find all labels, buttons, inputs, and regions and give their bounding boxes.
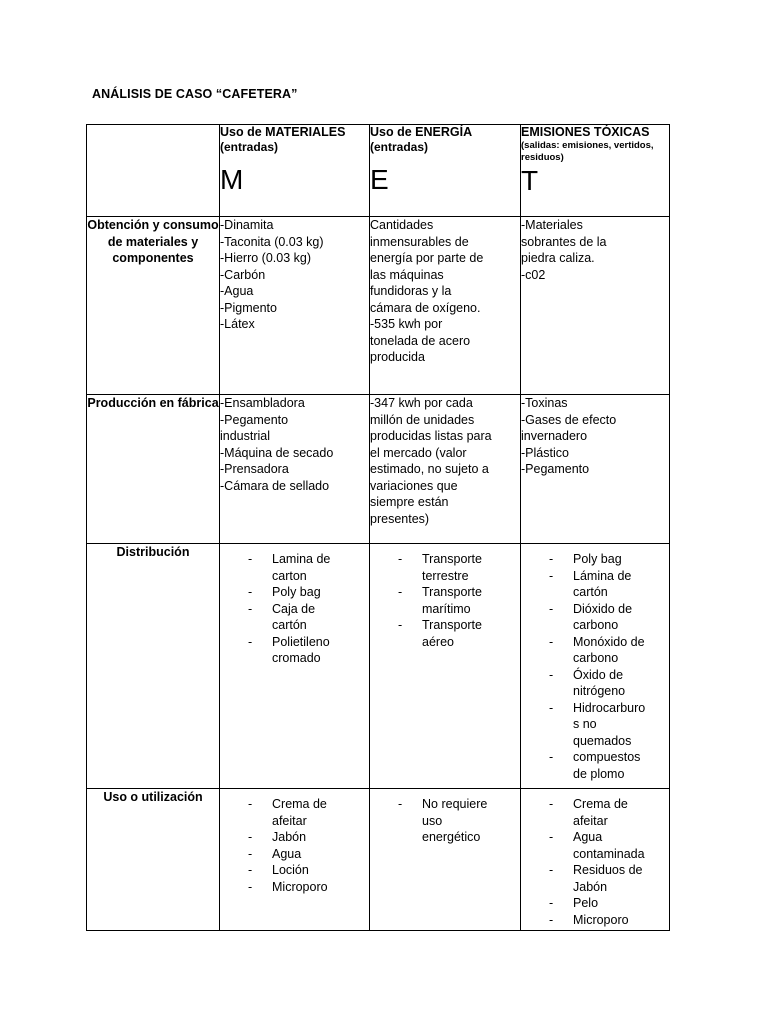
dash-bullet: -: [549, 830, 554, 844]
dash-bullet: -: [248, 863, 253, 877]
list-item: [220, 829, 365, 846]
list-item: [220, 584, 365, 601]
cell-line: cámara de oxígeno.: [370, 300, 481, 315]
header-subtitle: (entradas): [370, 140, 429, 154]
cell-line: -c02: [521, 267, 546, 282]
list-item-line: Crema de: [573, 797, 628, 811]
dash-bullet: -: [549, 797, 554, 811]
dash-bullet: -: [549, 601, 554, 616]
header-title: EMISIONES TÓXICAS: [521, 125, 650, 139]
cell-line: -Toxinas: [521, 396, 568, 410]
list-item-line: Lamina de: [272, 552, 331, 566]
cell-line: energía por parte de: [370, 251, 484, 265]
cell-line: variaciones que: [370, 478, 458, 493]
header-note: (salidas: emisiones, vertidos, residuos): [521, 140, 654, 163]
dash-bullet: -: [248, 830, 253, 844]
header-letter: E: [370, 164, 389, 195]
list-item: [521, 700, 665, 750]
cell-line: millón de unidades: [370, 412, 475, 427]
list-item: [521, 551, 665, 568]
list-item-line: Microporo: [272, 879, 328, 894]
cell-line: piedra caliza.: [521, 251, 595, 265]
dash-bullet: -: [248, 634, 253, 649]
cell-line: -Taconita (0.03 kg): [220, 234, 324, 249]
cell-line: estimado, no sujeto a: [370, 462, 489, 476]
materials-cell: [220, 217, 370, 395]
list-item-line: Crema de: [272, 797, 327, 811]
list-item-line: Transporte: [422, 552, 482, 566]
dash-bullet: -: [549, 863, 554, 877]
header-title: Uso de MATERIALES: [220, 125, 346, 139]
list-item-line: Polietileno: [272, 634, 330, 649]
dash-bullet: -: [549, 912, 554, 927]
list-item: [370, 584, 516, 617]
list-item-line: contaminada: [573, 846, 645, 861]
list-item-line: aéreo: [422, 634, 454, 649]
list-item-line: afeitar: [573, 813, 608, 828]
list-item-line: de plomo: [573, 766, 625, 781]
list-item: [521, 634, 665, 667]
list-item-line: Agua: [272, 846, 302, 861]
corner-cell: [87, 125, 220, 217]
list-item: [370, 551, 516, 584]
cell-line: tonelada de acero: [370, 333, 471, 348]
cell-line: -Ensambladora: [220, 396, 305, 410]
list-item-line: Lámina de: [573, 568, 632, 583]
dash-bullet: -: [398, 585, 403, 599]
cell-line: -Gases de efecto: [521, 412, 617, 427]
dash-bullet: -: [398, 618, 403, 632]
list-item-line: cartón: [272, 618, 307, 632]
table-row: [87, 789, 670, 931]
list-item-line: Poly bag: [573, 552, 622, 566]
header-title: Uso de ENERGÍA: [370, 125, 473, 139]
list-item: [521, 568, 665, 601]
list-item: [370, 617, 516, 650]
cell-line: presentes): [370, 511, 430, 526]
list-item-line: Agua: [573, 830, 603, 844]
list-item-line: carbono: [573, 651, 619, 665]
dash-bullet: -: [549, 667, 554, 682]
list-item: [521, 601, 665, 634]
header-letter: M: [220, 164, 244, 195]
cell-line: industrial: [220, 429, 271, 443]
cell-line: el mercado (valor: [370, 445, 467, 460]
emissions-cell: [521, 544, 670, 789]
energy-cell: [370, 395, 521, 544]
list-item: [220, 796, 365, 829]
energy-cell: [370, 789, 521, 931]
dash-bullet: -: [248, 601, 253, 616]
cell-line: -Máquina de secado: [220, 445, 334, 460]
dash-bullet: -: [549, 568, 554, 583]
stage-label: Distribución: [87, 544, 220, 789]
list-item: [521, 862, 665, 895]
list-item-line: Loción: [272, 863, 309, 877]
table-row: [87, 544, 670, 789]
cell-line: producida: [370, 350, 425, 364]
list-item-line: afeitar: [272, 813, 307, 828]
cell-line: -Plástico: [521, 445, 569, 460]
cell-line: -Látex: [220, 317, 255, 331]
cell-line: -Prensadora: [220, 462, 289, 476]
dash-bullet: -: [248, 879, 253, 894]
dash-bullet: -: [549, 896, 554, 910]
list-item-line: carbono: [573, 618, 619, 632]
header-energy: [370, 125, 521, 217]
cell-line: siempre están: [370, 495, 449, 509]
list-item: [220, 846, 365, 863]
cell-line: inmensurables de: [370, 234, 469, 249]
cell-line: -Pegamento: [220, 412, 289, 427]
list-item-line: Transporte: [422, 618, 482, 632]
cell-line: -Carbón: [220, 267, 266, 282]
list-item-line: nitrógeno: [573, 684, 626, 698]
list-item-line: Residuos de: [573, 863, 643, 877]
list-item-line: marítimo: [422, 601, 471, 616]
header-letter: T: [521, 165, 539, 196]
list-item-line: quemados: [573, 733, 632, 748]
stage-label: Uso o utilización: [87, 789, 220, 931]
list-item-line: Transporte: [422, 585, 482, 599]
dash-bullet: -: [549, 700, 554, 715]
list-item: [521, 895, 665, 912]
cell-line: Cantidades: [370, 218, 434, 232]
dash-bullet: -: [248, 846, 253, 861]
header-materials: [220, 125, 370, 217]
dash-bullet: -: [549, 634, 554, 649]
cell-line: -Agua: [220, 284, 254, 298]
emissions-cell: [521, 789, 670, 931]
table-row: [87, 395, 670, 544]
list-item-line: Microporo: [573, 912, 629, 927]
materials-cell: [220, 544, 370, 789]
cell-line: -Pegamento: [521, 462, 590, 476]
list-item: [370, 796, 516, 846]
list-item: [220, 551, 365, 584]
cell-line: invernadero: [521, 429, 588, 443]
table-row: [87, 217, 670, 395]
dash-bullet: -: [398, 797, 403, 811]
list-item-line: cromado: [272, 651, 321, 665]
stage-label: Obtención y consumo de materiales y componentes: [87, 217, 220, 395]
cell-line: -Pigmento: [220, 300, 277, 315]
list-item-line: s no: [573, 717, 597, 731]
list-item-line: Poly bag: [272, 585, 321, 599]
cell-line: -Hierro (0.03 kg): [220, 251, 311, 265]
energy-cell: [370, 217, 521, 395]
cell-line: sobrantes de la: [521, 234, 607, 249]
dash-bullet: -: [248, 585, 253, 599]
list-item-line: uso: [422, 813, 443, 828]
list-item-line: terrestre: [422, 568, 469, 583]
cell-line: -535 kwh por: [370, 317, 443, 331]
list-item: [220, 634, 365, 667]
dash-bullet: -: [398, 552, 403, 566]
list-item: [220, 879, 365, 896]
materials-cell: [220, 395, 370, 544]
list-item: [521, 667, 665, 700]
document-title: ANÁLISIS DE CASO “CAFETERA”: [92, 87, 298, 101]
dash-bullet: -: [248, 797, 253, 811]
header-subtitle: (entradas): [220, 140, 279, 154]
list-item-line: Óxido de: [573, 667, 624, 682]
cell-line: -347 kwh por cada: [370, 396, 473, 410]
list-item-line: Jabón: [272, 830, 307, 844]
emissions-cell: [521, 217, 670, 395]
list-item-line: cartón: [573, 585, 608, 599]
dash-bullet: -: [248, 552, 253, 566]
header-emissions: [521, 125, 670, 217]
list-item-line: Hidrocarburo: [573, 700, 646, 715]
cell-line: las máquinas: [370, 267, 444, 282]
energy-cell: [370, 544, 521, 789]
list-item: [521, 796, 665, 829]
list-item-line: No requiere: [422, 797, 488, 811]
dash-bullet: -: [549, 552, 554, 566]
list-item: [521, 829, 665, 862]
list-item-line: carton: [272, 568, 307, 583]
table-header-row: [87, 125, 670, 217]
cell-line: -Materiales: [521, 218, 583, 232]
list-item-line: Dióxido de: [573, 601, 633, 616]
cell-line: fundidoras y la: [370, 284, 452, 298]
cell-line: -Dinamita: [220, 218, 274, 232]
list-item: [521, 749, 665, 782]
list-item-line: Pelo: [573, 896, 599, 910]
emissions-cell: [521, 395, 670, 544]
dash-bullet: -: [549, 750, 554, 764]
list-item-line: Caja de: [272, 601, 316, 616]
list-item: [220, 862, 365, 879]
list-item-line: energético: [422, 830, 481, 844]
list-item-line: Jabón: [573, 879, 608, 894]
list-item: [220, 601, 365, 634]
cell-line: producidas listas para: [370, 429, 492, 443]
stage-label: Producción en fábrica: [87, 395, 220, 544]
materials-cell: [220, 789, 370, 931]
list-item-line: Monóxido de: [573, 634, 645, 649]
list-item: [521, 912, 665, 929]
cell-line: -Cámara de sellado: [220, 478, 330, 493]
met-matrix-table: [86, 124, 670, 931]
list-item-line: compuestos: [573, 750, 641, 764]
